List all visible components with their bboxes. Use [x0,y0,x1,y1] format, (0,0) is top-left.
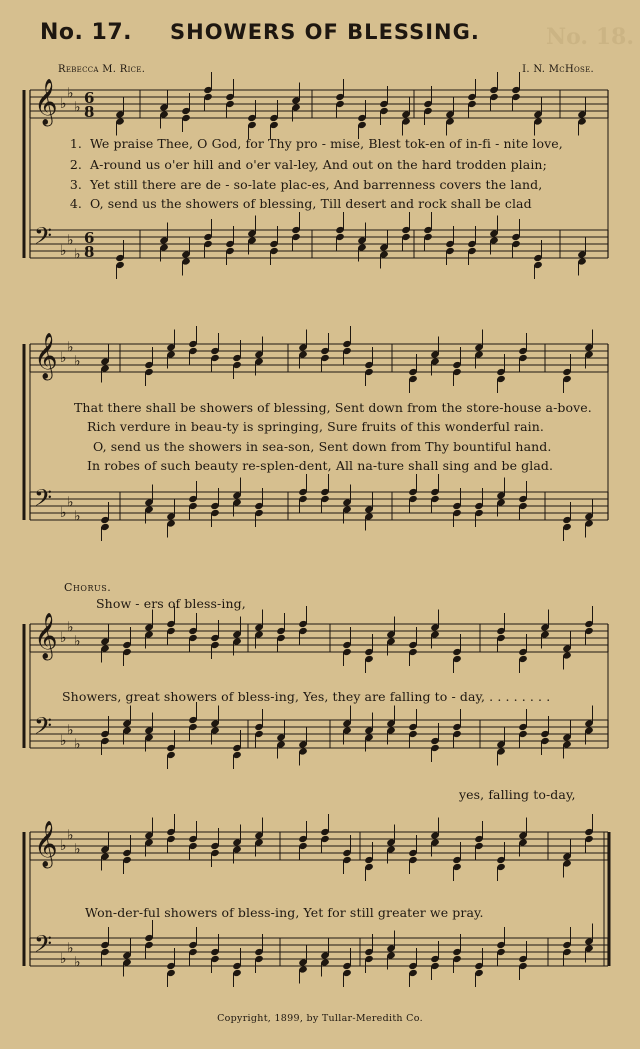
svg-text:8: 8 [84,243,95,261]
svg-text:♭: ♭ [67,722,74,739]
svg-text:♭: ♭ [60,951,67,967]
svg-text:♭: ♭ [60,96,67,112]
system-4-treble-staff [30,814,608,881]
svg-text:♭: ♭ [74,246,81,263]
svg-text:♭: ♭ [60,733,67,749]
lyricist-credit: Rebecca M. Rice. [58,64,146,75]
svg-text:♭: ♭ [67,85,74,102]
svg-text:♭: ♭ [67,339,74,356]
verse-1-line-1: 1. We praise Thee, O God, for Thy pro - mise, Blest tok-en of in-fi - nite love, [69,136,563,151]
svg-text:𝄢: 𝄢 [34,712,53,745]
verse-3-line-2: O, send us the showers in sea-son, Sent down from Thy bountiful hand. [93,439,552,454]
system-1-treble-staff [30,72,608,139]
svg-text:𝄢: 𝄢 [34,484,53,517]
verse-3-line-1: 3. Yet still there are de - so-late plac-es, And barrenness covers the land, [69,177,543,192]
svg-text:𝄞: 𝄞 [34,333,58,379]
svg-text:𝄞: 𝄞 [34,821,58,867]
svg-text:♭: ♭ [67,827,74,844]
svg-text:♭: ♭ [60,838,67,854]
system-1-bass-staff [30,212,608,279]
verse-4-line-2: In robes of such beauty re-splen-dent, All na-ture shall sing and be glad. [87,458,554,473]
verse-2-line-1: 2. A-round us o'er hill and o'er val-ley, And out on the hard trodden plain; [69,157,547,172]
system-3-bass-staff [30,702,608,769]
bleed-through-number: No. 18. [546,24,634,50]
chorus-lower-line: yes, falling to-day, [459,787,576,802]
svg-text:♭: ♭ [74,954,81,971]
copyright-footer: Copyright, 1899, by Tullar-Meredith Co. [217,1013,423,1024]
svg-text:♭: ♭ [67,619,74,636]
system-2-treble-staff [30,326,608,393]
svg-text:8: 8 [84,103,95,121]
hymn-title: SHOWERS OF BLESSING. [170,20,480,44]
hymn-number: No. 17. [40,20,133,45]
svg-text:𝄞: 𝄞 [34,79,58,125]
verse-2-line-2: Rich verdure in beau-ty is springing, Sure fruits of this wonderful rain. [87,419,544,434]
system-2-bass-staff [30,474,608,541]
system-3-treble-staff [30,606,608,673]
svg-text:♭: ♭ [60,630,67,646]
svg-text:𝄞: 𝄞 [34,613,58,659]
svg-text:♭: ♭ [60,505,67,521]
verse-4-line-1: 4. O, send us the showers of blessing, Till desert and rock shall be clad [69,196,532,211]
verse-1-line-2: That there shall be showers of blessing, Sent down from the store-house a-bove. [74,400,592,415]
composer-credit: I. N. McHose. [522,64,594,75]
svg-text:♭: ♭ [74,633,81,650]
svg-text:♭: ♭ [74,508,81,525]
chorus-label: Chorus. [64,581,112,594]
chorus-line-2: Won-der-ful showers of bless-ing, Yet for still greater we pray. [85,905,484,920]
svg-text:𝄢: 𝄢 [34,222,53,255]
svg-text:♭: ♭ [74,736,81,753]
system-4-bass-staff [30,920,608,987]
svg-text:♭: ♭ [67,494,74,511]
chorus-line-1: Showers, great showers of bless-ing, Yes, they are falling to - day, . . . . . . . . [62,689,551,704]
chorus-upper-line: Show - ers of bless-ing, [96,596,246,611]
svg-text:♭: ♭ [74,841,81,858]
svg-text:♭: ♭ [74,353,81,370]
svg-text:𝄢: 𝄢 [34,930,53,963]
svg-text:6: 6 [84,229,95,247]
system-4 [0,820,640,1020]
svg-text:♭: ♭ [60,243,67,259]
svg-text:♭: ♭ [67,232,74,249]
svg-text:♭: ♭ [60,350,67,366]
svg-text:♭: ♭ [74,99,81,116]
svg-text:6: 6 [84,89,95,107]
svg-text:♭: ♭ [67,940,74,957]
